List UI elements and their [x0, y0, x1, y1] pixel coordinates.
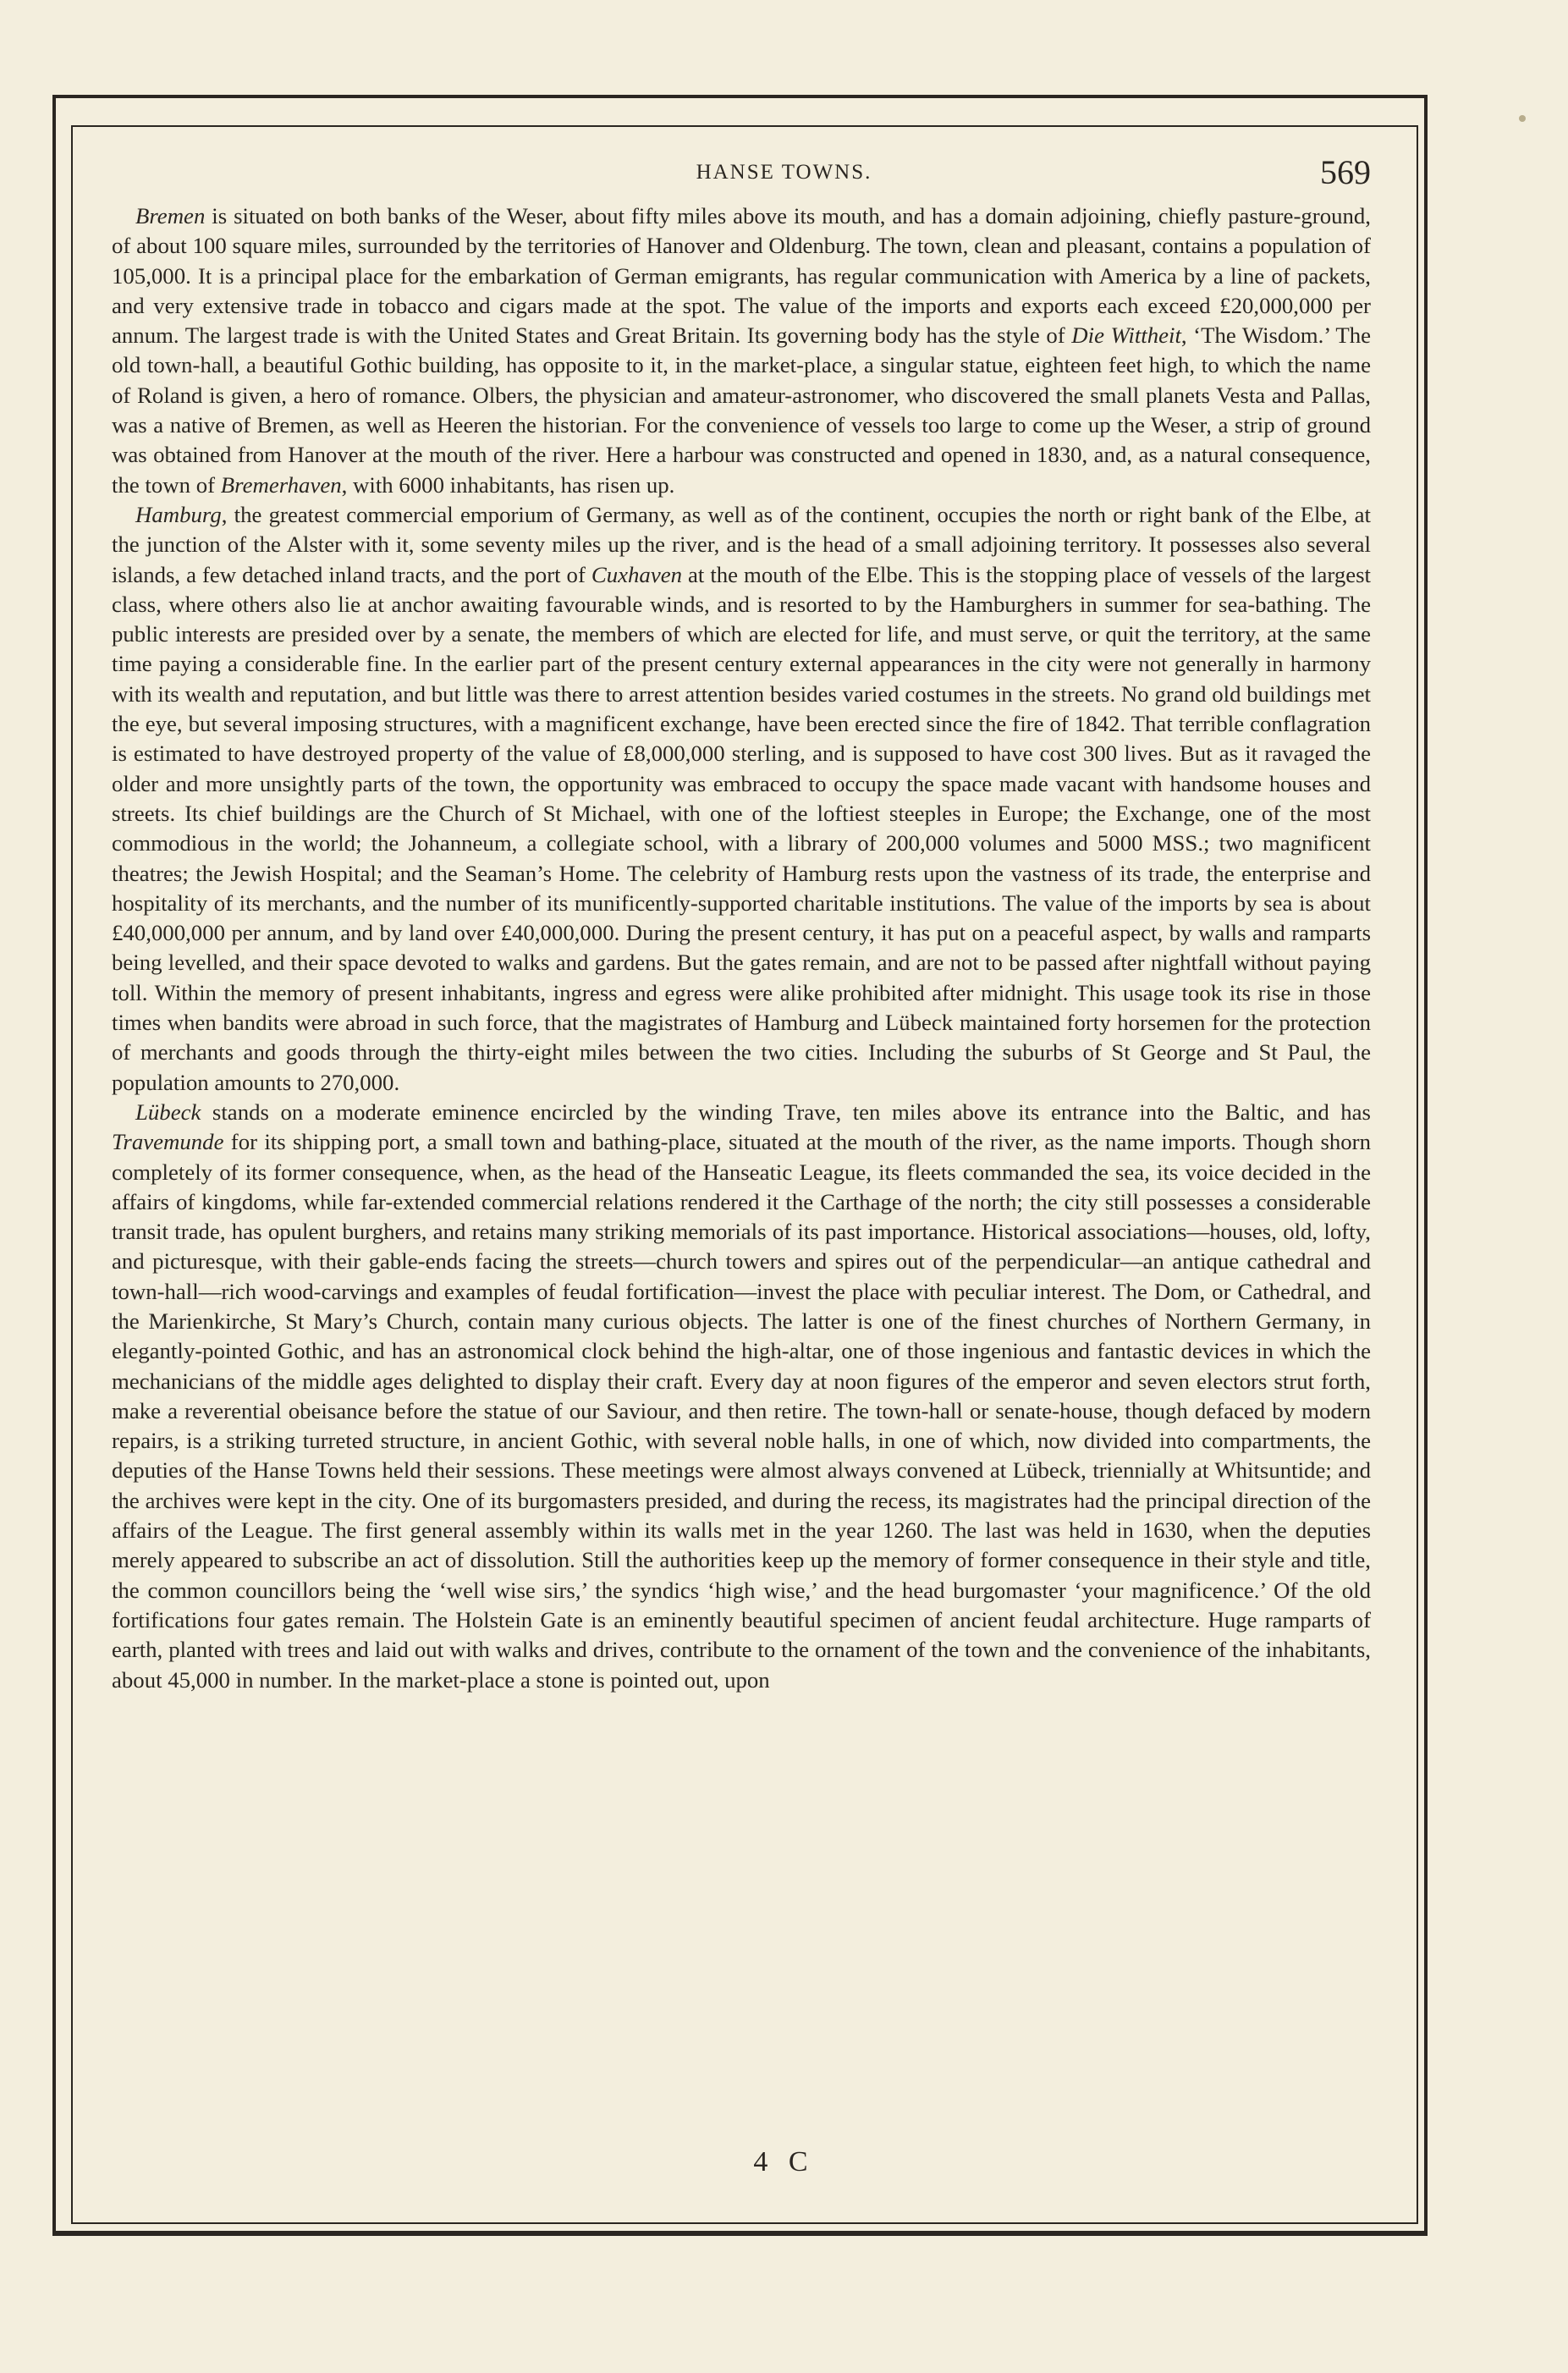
- running-head: HANSE TOWNS.: [696, 161, 872, 184]
- italic-term: Bremerhaven: [220, 471, 342, 498]
- paragraph-bremen: [112, 201, 1371, 500]
- signature-mark: 4 C: [753, 2146, 815, 2178]
- text-run: at the mouth of the Elbe. This is the stopping place of vessels of the largest class, where others also lie at anchor awaiting favourable winds, and is resorted to by the Hamburghers in summer for sea-bathing. The public interests are presided over by a senate, the members of which are elected for life, and must serve, or quit the territory, at the same time paying a considerable fine. In the earlier part of the present century external appearances in the city were not generally in harmony with its wealth and reputation, and but little was there to arrest attention besides varied costumes in the streets. No grand old buildings met the eye, but several imposing structures, with a magnificent exchange, have been erected since the fire of 1842. That terrible conflagration is estimated to have destroyed property of the value of £8,000,000 sterling, and is supposed to have cost 300 lives. But as it ravaged the older and more unsightly parts of the town, the opportunity was embraced to occupy the space made vacant with handsome houses and streets. Its chief buildings are the Church of St Michael, with one of the loftiest steeples in Europe; the Exchange, one of the most commodious in the world; the Johanneum, a collegiate school, with a library of 200,000 volumes and 5000 MSS.; two magnificent theatres; the Jewish Hospital; and the Seaman’s Home. The celebrity of Hamburg rests upon the vastness of its trade, the enterprise and hospitality of its merchants, and the number of its munificently-supported charitable institutions. The value of the imports by sea is about £40,000,000 per annum, and by land over £40,000,000. During the present century, it has put on a peaceful aspect, by walls and ramparts being levelled, and their space devoted to walks and gardens. But the gates remain, and are not to be passed after nightfall without paying toll. Within the memory of present inhabitants, ingress and egress were alike prohibited after midnight. This usage took its rise in those times when bandits were abroad in such force, that the magistrates of Hamburg and Lübeck maintained forty horsemen for the protection of merchants and goods through the thirty-eight miles between the two cities. Including the suburbs of St George and St Paul, the population amounts to 270,000.: [112, 561, 1371, 1095]
- paragraph-hamburg: [112, 500, 1371, 1098]
- italic-term: Cuxhaven: [591, 561, 683, 587]
- paragraph-lubeck: [112, 1098, 1371, 1695]
- page-number: 569: [1320, 153, 1371, 191]
- text-run: , ‘The Wisdom.’ The old town-hall, a beautiful Gothic building, has opposite to it, in the market-place, a singular statue, eighteen feet high, to which the name of Roland is given, a hero of romance. Olbers, the physician and amateur-astronomer, who discovered the small planets Vesta and Pallas, was a native of Bremen, as well as Heeren the historian. For the convenience of vessels too large to come up the Weser, a strip of ground was obtained from Hanover at the mouth of the river. Here a harbour was constructed and opened in 1830, and, as a natural consequence, the town of: [112, 322, 1371, 498]
- italic-term: Lübeck: [135, 1098, 201, 1125]
- text-run: is situated on both banks of the Weser, about fifty miles above its mouth, and has a domain adjoining, chiefly pasture-ground, of about 100 square miles, surrounded by the territories of Hanover and Oldenburg. The town, clean and pleasant, contains a population of 105,000. It is a principal place for the embarkation of German emigrants, has regular communication with America by a line of packets, and very extensive trade in tobacco and cigars made at the spot. The value of the imports and exports each exceed £20,000,000 per annum. The largest trade is with the United States and Great Britain. Its governing body has the style of: [112, 203, 1371, 349]
- text-run: , with 6000 inhabitants, has risen up.: [341, 471, 675, 498]
- italic-term: Bremen: [135, 203, 206, 228]
- italic-term: Hamburg: [135, 501, 222, 527]
- text-run: , the greatest commercial emporium of Germany, as well as of the continent, occupies the north or right bank of the Elbe, at the junction of the Alster with it, some seventy miles up the river, and is the head of a small adjoining territory. It possesses also several islands, a few detached inland tracts, and the port of: [112, 501, 1371, 587]
- body-text: [112, 201, 1371, 1695]
- italic-term: Travemunde: [112, 1129, 224, 1155]
- paper-spot: [1519, 115, 1526, 122]
- text-run: stands on a moderate eminence encircled by the winding Trave, ten miles above its entrance into the Baltic, and has: [201, 1098, 1371, 1125]
- italic-term: Die Wittheit: [1071, 322, 1181, 349]
- text-run: for its shipping port, a small town and bathing-place, situated at the mouth of the river, as the name imports. Though shorn completely of its former consequence, when, as the head of the Hanseatic League, its fleets commanded the sea, its voice decided in the affairs of kingdoms, while far-extended commercial relations rendered it the Carthage of the north; the city still possesses a considerable transit trade, has opulent burghers, and retains many striking memorials of its past importance. Historical associations—houses, old, lofty, and picturesque, with their gable-ends facing the streets—church towers and spires out of the perpendicular—an antique cathedral and town-hall—rich wood-carvings and examples of feudal fortification—invest the place with peculiar interest. The Dom, or Cathedral, and the Marienkirche, St Mary’s Church, contain many curious objects. The latter is one of the finest churches of Northern Germany, in elegantly-pointed Gothic, and has an astronomical clock behind the high-altar, one of those ingenious and fantastic devices in which the mechanicians of the middle ages delighted to display their craft. Every day at noon figures of the emperor and seven electors strut forth, make a reverential obeisance before the statue of our Saviour, and then retire. The town-hall or senate-house, though defaced by modern repairs, is a striking turreted structure, in ancient Gothic, with several noble halls, in one of which, now divided into compartments, the deputies of the Hanse Towns held their sessions. These meetings were almost always convened at Lübeck, triennially at Whitsuntide; and the archives were kept in the city. One of its burgomasters presided, and during the recess, its magistrates had the principal direction of the affairs of the League. The first general assembly within its walls met in the year 1260. The last was held in 1630, when the deputies merely appeared to subscribe an act of dissolution. Still the authorities keep up the memory of former consequence in their style and title, the common councillors being the ‘well wise sirs,’ the syndics ‘high wise,’ and the head burgomaster ‘your magnificence.’ Of the old fortifications four gates remain. The Holstein Gate is an eminently beautiful specimen of ancient feudal architecture. Huge ramparts of earth, planted with trees and laid out with walks and drives, contribute to the ornament of the town and the convenience of the inhabitants, about 45,000 in number. In the market-place a stone is pointed out, upon: [112, 1129, 1371, 1693]
